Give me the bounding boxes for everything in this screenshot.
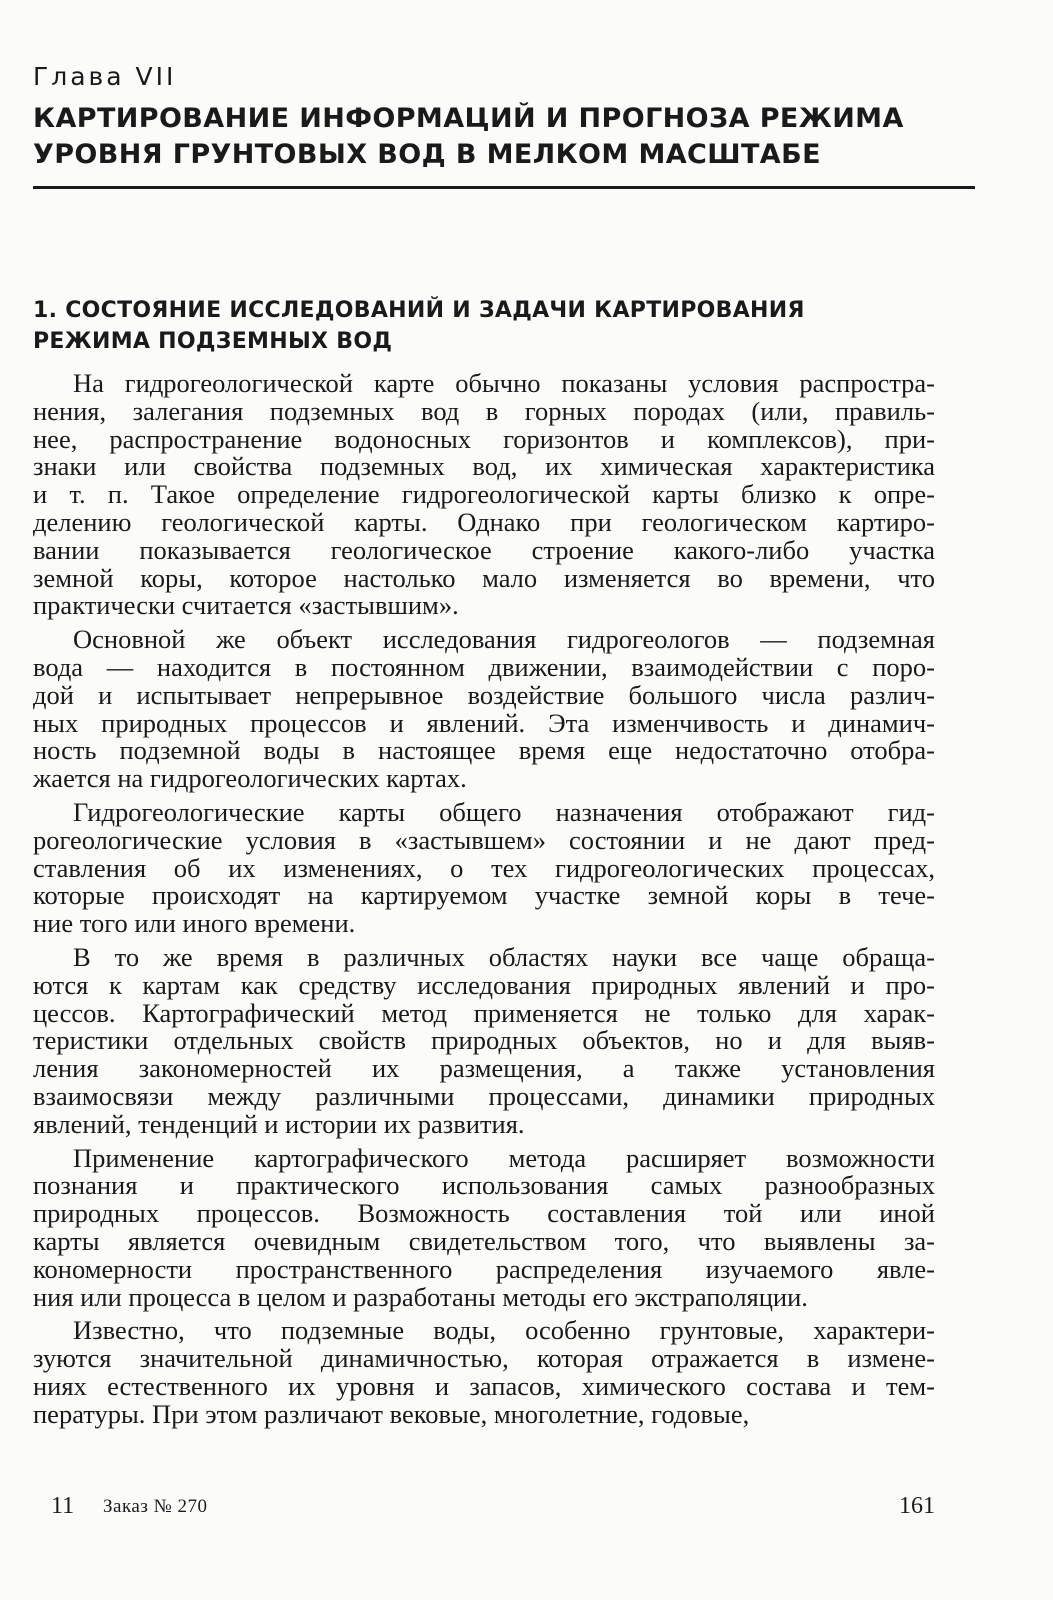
- chapter-title-line: УРОВНЯ ГРУНТОВЫХ ВОД В МЕЛКОМ МАСШТАБЕ: [33, 139, 821, 170]
- paragraph: [33, 1142, 935, 1312]
- paragraph-line: нее, распространение водоносных горизонтов и комплексов), при-: [33, 423, 935, 454]
- page-number: 161: [899, 1493, 935, 1519]
- paragraph-line: Известно, что подземные воды, особенно грунтовые, характери-: [73, 1315, 935, 1346]
- paragraph-line: земной коры, которое настолько мало изменяется во времени, что: [33, 562, 935, 593]
- paragraph-line: природных процессов. Возможность составления той или иной: [33, 1198, 935, 1229]
- paragraph: [33, 370, 935, 620]
- chapter-title-line: КАРТИРОВАНИЕ ИНФОРМАЦИЙ И ПРОГНОЗА РЕЖИМА: [33, 103, 904, 134]
- order-note: Заказ № 270: [103, 1496, 208, 1517]
- page-footer: [33, 1493, 935, 1527]
- paragraph-line: цессов. Картографический метод применяется не только для харак-: [33, 997, 935, 1028]
- paragraph-line: нения, залегания подземных вод в горных породах (или, правиль-: [33, 395, 935, 426]
- signature-number: 11: [51, 1493, 75, 1519]
- section-title-line: 1. СОСТОЯНИЕ ИССЛЕДОВАНИЙ И ЗАДАЧИ КАРТИРОВАНИЯ: [33, 298, 805, 323]
- paragraph-line: Применение картографического метода расширяет возможности: [73, 1142, 935, 1173]
- paragraph-line: ния или процесса в целом и разработаны методы его экстраполяции.: [33, 1281, 808, 1312]
- paragraph-line: знаки или свойства подземных вод, их химическая характеристика: [33, 451, 935, 482]
- paragraph-line: рогеологические условия в «застывшем» состоянии и не дают пред-: [33, 824, 935, 855]
- paragraph-line: пературы. При этом различают вековые, многолетние, годовые,: [33, 1398, 750, 1429]
- paragraph-line: Гидрогеологические карты общего назначения отображают гид-: [73, 796, 935, 827]
- paragraph-line: теристики отдельных свойств природных объектов, но и для выяв-: [33, 1025, 935, 1056]
- paragraph-line: познания и практического использования самых разнообразных: [33, 1170, 935, 1201]
- paragraph-line: кономерности пространственного распределения изучаемого явле-: [33, 1253, 935, 1284]
- paragraph-line: вода — находится в постоянном движении, взаимодействии с поро-: [33, 651, 935, 682]
- paragraph-line: ние того или иного времени.: [33, 908, 356, 939]
- paragraph-line: взаимосвязи между различными процессами, динамики природных: [33, 1080, 935, 1111]
- paragraph-line: На гидрогеологической карте обычно показаны условия распростра-: [73, 368, 935, 398]
- paragraph-line: которые происходят на картируемом участке земной коры в тече-: [33, 880, 935, 911]
- paragraph-line: делению геологической карты. Однако при геологическом картиро-: [33, 506, 935, 537]
- body-text: [33, 370, 935, 1434]
- paragraph-line: дой и испытывает непрерывное воздействие большого числа различ-: [33, 679, 935, 710]
- paragraph-line: зуются значительной динамичностью, которая отражается в измене-: [33, 1343, 935, 1374]
- paragraph: [33, 626, 935, 793]
- paragraph-line: ность подземной воды в настоящее время еще недостаточно отобра-: [33, 735, 935, 766]
- paragraph-line: карты является очевидным свидетельством того, что выявлены за-: [33, 1225, 935, 1256]
- paragraph: [33, 1317, 935, 1428]
- paragraph-line: ления закономерностей их размещения, а также установления: [33, 1053, 935, 1084]
- chapter-label: Глава VII: [33, 62, 177, 91]
- section-title: [33, 295, 983, 357]
- chapter-title: [33, 101, 983, 173]
- paragraph-line: ставления об их изменениях, о тех гидрогеологических процессах,: [33, 852, 935, 883]
- paragraph-line: вании показывается геологическое строение какого-либо участка: [33, 534, 935, 565]
- paragraph-line: Основной же объект исследования гидрогеологов — подземная: [73, 624, 935, 655]
- section-title-line: РЕЖИМА ПОДЗЕМНЫХ ВОД: [33, 329, 393, 354]
- chapter-divider: [33, 186, 975, 189]
- paragraph-line: практически считается «застывшим».: [33, 590, 459, 621]
- paragraph: [33, 796, 935, 939]
- paragraph-line: ных природных процессов и явлений. Эта изменчивость и динамич-: [33, 707, 935, 738]
- paragraph-line: ниях естественного их уровня и запасов, химического состава и тем-: [33, 1370, 935, 1401]
- paragraph: [33, 941, 935, 1139]
- paragraph-line: жается на гидрогеологических картах.: [33, 763, 467, 794]
- paragraph-line: явлений, тенденций и истории их развития.: [33, 1108, 525, 1139]
- paragraph-line: В то же время в различных областях науки все чаще обраща-: [73, 941, 935, 972]
- paragraph-line: ются к картам как средству исследования природных явлений и про-: [33, 969, 935, 1000]
- paragraph-line: и т. п. Такое определение гидрогеологической карты близко к опре-: [33, 479, 935, 510]
